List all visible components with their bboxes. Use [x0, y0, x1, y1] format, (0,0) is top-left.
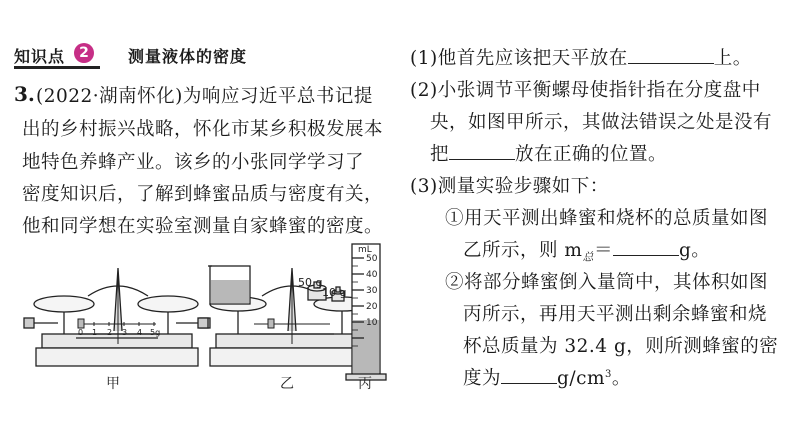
q1-line	[410, 44, 752, 70]
q2-line-3	[430, 140, 667, 166]
weight-50g-label: 50 g	[298, 276, 323, 289]
question-line-1: (2022·湖南怀化)为响应习近平总书记提	[36, 86, 373, 107]
balance-jia	[24, 268, 210, 366]
step1-answer-blank[interactable]	[613, 239, 679, 256]
step2-answer-blank[interactable]	[501, 367, 557, 384]
section-title: 测量液体的密度	[128, 47, 248, 66]
figures-svg	[18, 236, 398, 442]
q2-answer-blank[interactable]	[449, 143, 515, 160]
q2-line-2: 央，如图甲所示，其做法错误之处是没有	[430, 112, 773, 133]
q2-line3-after: 放在正确的位置。	[515, 144, 668, 165]
caption-bing: 丙	[358, 376, 372, 392]
weight-10g-label: 10 g	[322, 286, 347, 299]
q1-answer-blank[interactable]	[628, 47, 714, 64]
question-line-2: 出的乡村振兴战略，怀化市某乡积极发展本	[22, 119, 384, 140]
cylinder-mark-10: 10	[366, 318, 378, 328]
q3-title: (3)测量实验步骤如下：	[410, 176, 609, 197]
step2-line-2: 丙所示，再用天平测出剩余蜂蜜和烧	[463, 304, 768, 325]
q2-line3-before: 把	[430, 144, 450, 165]
tick-label-3: 3	[122, 328, 128, 337]
tick-label-2: 2	[107, 328, 113, 337]
step2-line-4	[463, 364, 631, 390]
tick-label-1: 1	[92, 328, 98, 337]
step1-line-1: ①用天平测出蜂蜜和烧杯的总质量如图	[445, 208, 769, 229]
step1-subscript: 总	[582, 250, 594, 264]
q2-line-1: (2)小张调节平衡螺母使指针指在分度盘中	[410, 80, 761, 101]
step2-end: 。	[611, 368, 631, 389]
question-number: 3.	[14, 82, 35, 106]
tick-label-5: 5g	[150, 328, 161, 337]
step2-line-3: 杯总质量为 32.4 g，则所测蜂蜜的密	[463, 336, 779, 357]
question-line-5: 他和同学想在实验室测量自家蜂蜜的密度。	[22, 216, 384, 237]
cylinder-mark-50: 50	[366, 254, 378, 264]
step2-unit: g/cm	[557, 368, 605, 389]
step1-line-2	[463, 236, 710, 265]
tick-label-4: 4	[137, 328, 143, 337]
step2-line-1: ②将部分蜂蜜倒入量筒中，其体积如图	[445, 272, 769, 293]
step1-equals: ＝	[593, 240, 613, 261]
cylinder-mark-20: 20	[366, 302, 378, 312]
tick-label-0: 0	[78, 328, 84, 337]
step2-before: 度为	[463, 368, 502, 389]
q1-tail: 上。	[713, 48, 752, 69]
step2-superscript: 3	[605, 368, 612, 380]
header-underline	[14, 66, 100, 69]
question-line-3: 地特色养蜂产业。该乡的小张同学学习了	[22, 152, 365, 173]
step1-before: 乙所示，则 m	[463, 240, 583, 261]
cylinder-mark-40: 40	[366, 270, 378, 280]
step1-unit: g。	[678, 240, 711, 261]
graduated-cylinder	[346, 244, 386, 380]
balance-yi	[198, 266, 372, 366]
question-line-4: 密度知识后，了解到蜂蜜品质与密度有关，	[22, 184, 384, 205]
knowledge-point-label: 知识点	[14, 47, 66, 66]
cylinder-unit-label: mL	[358, 245, 372, 255]
knowledge-point-number-badge: 2	[74, 43, 94, 63]
q1-text: (1)他首先应该把天平放在	[410, 48, 628, 69]
cylinder-mark-30: 30	[366, 286, 378, 296]
caption-yi: 乙	[280, 376, 294, 392]
caption-jia: 甲	[106, 376, 120, 392]
